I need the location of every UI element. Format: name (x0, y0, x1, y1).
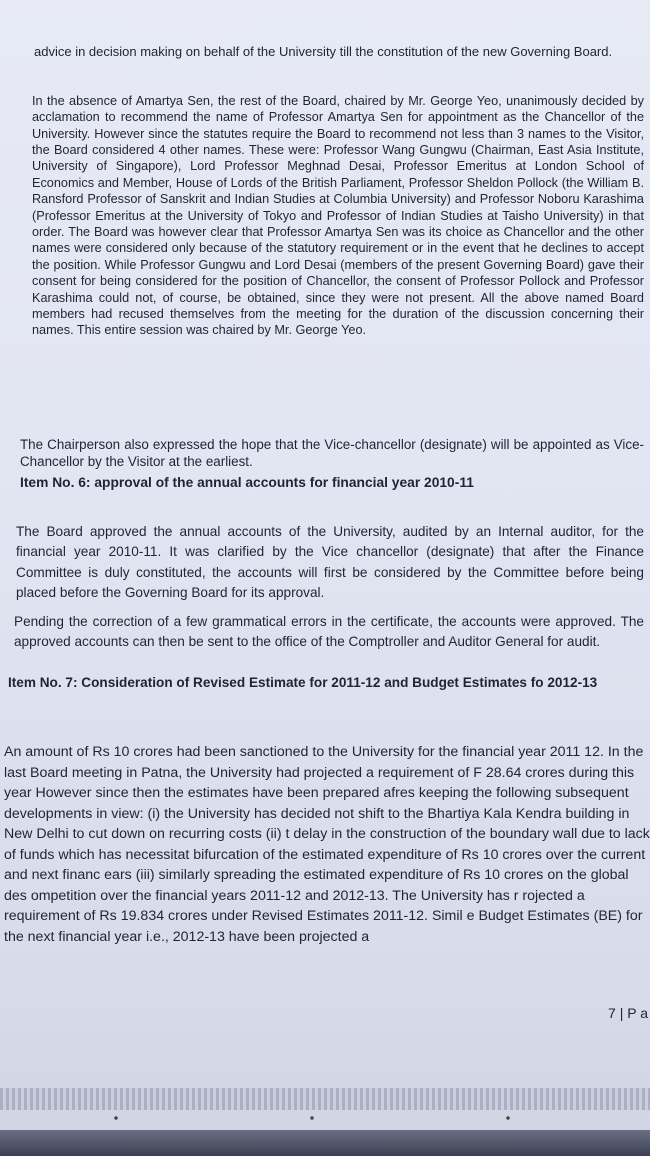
paragraph-chancellor-nomination: In the absence of Amartya Sen, the rest of the Board, chaired by Mr. George Yeo, unanimously decided by acclamation to recommend the name of Professor Amartya Sen for appointment as the Chancellor of the University. However since the statutes require the Board to recommend not less than 3 names to the Visitor, the Board considered 4 other names. These were: Professor Wang Gungwu (Chairman, East Asia Institute, University of Singapore), Lord Professor Meghnad Desai, Professor Emeritus at London School of Economics and Member, House of Lords of the British Parliament, Professor Sheldon Pollock (the William B. Ransford Professor of Sanskrit and Indian Studies at Columbia University) and Professor Noboru Karashima (Professor Emeritus at the University of Tokyo and Professor of Indian Studies at Taisho University) in that order. The Board was however clear that Professor Amartya Sen was its choice as Chancellor and the other names were considered only because of the statutory requirement or in the event that he declines to accept the position. While Professor Gungwu and Lord Desai (members of the present Governing Board) gave their consent for being considered for the position of Chancellor, the consent of Professor Pollock and Professor Karashima could not, of course, be obtained, since they were not present. All the above named Board members had recused themselves from the meeting for the duration of the discussion concerning their names. This entire session was chaired by Mr. George Yeo. (32, 93, 644, 338)
page-specks (60, 1114, 620, 1122)
paragraph-board-advice: advice in decision making on behalf of the University till the constitution of the new Governing Board. (34, 44, 613, 59)
page-edge-band (0, 1088, 650, 1110)
paragraph-revised-estimates: An amount of Rs 10 crores had been sanctioned to the University for the financial year 2011 12. In the last Board meeting in Patna, the University had projected a requirement of F 28.64 crores during this year However since then the estimates have been prepared afres keeping the following subsequent developments in view: (i) the University has decided not shift to the Bhartiya Kala Kendra building in New Delhi to cut down on recurring costs (ii) t delay in the construction of the boundary wall due to lack of funds which has necessitat bifurcation of the estimated expenditure of Rs 10 crores over the current and next financ ears (iii) similarly spreading the estimated expenditure of Rs 10 crores on the global des ompetition over the financial years 2011-12 and 2012-13. The University has r rojected a requirement of Rs 19.834 crores under Revised Estimates 2011-12. Simil e Budget Estimates (BE) for the next financial year i.e., 2012-13 have been projected a (4, 744, 650, 945)
paragraph-vice-chancellor-hope: The Chairperson also expressed the hope that the Vice-chancellor (designate) will be appointed as Vice-Chancellor by the Visitor at the earliest. (20, 437, 644, 470)
paragraph-annual-accounts: The Board approved the annual accounts of the University, audited by an Internal auditor, for the financial year 2010-11. It was clarified by the Vice chancellor (designate) that after the Finance Committee is duly constituted, the accounts will first be considered by the Committee before being placed before the Governing Board for its approval. (16, 523, 644, 601)
page-number: 7 | P a (608, 1005, 648, 1021)
paragraph-accounts-approved: Pending the correction of a few grammatical errors in the certificate, the accounts were approved. The approved accounts can then be sent to the office of the Comptroller and Auditor General for audit. (14, 613, 644, 650)
page-bottom-shadow (0, 1130, 650, 1156)
heading-item-7: Item No. 7: Consideration of Revised Estimate for 2011-12 and Budget Estimates fo 2012-13 (8, 675, 598, 690)
heading-item-6: Item No. 6: approval of the annual accounts for financial year 2010-11 (20, 475, 474, 490)
